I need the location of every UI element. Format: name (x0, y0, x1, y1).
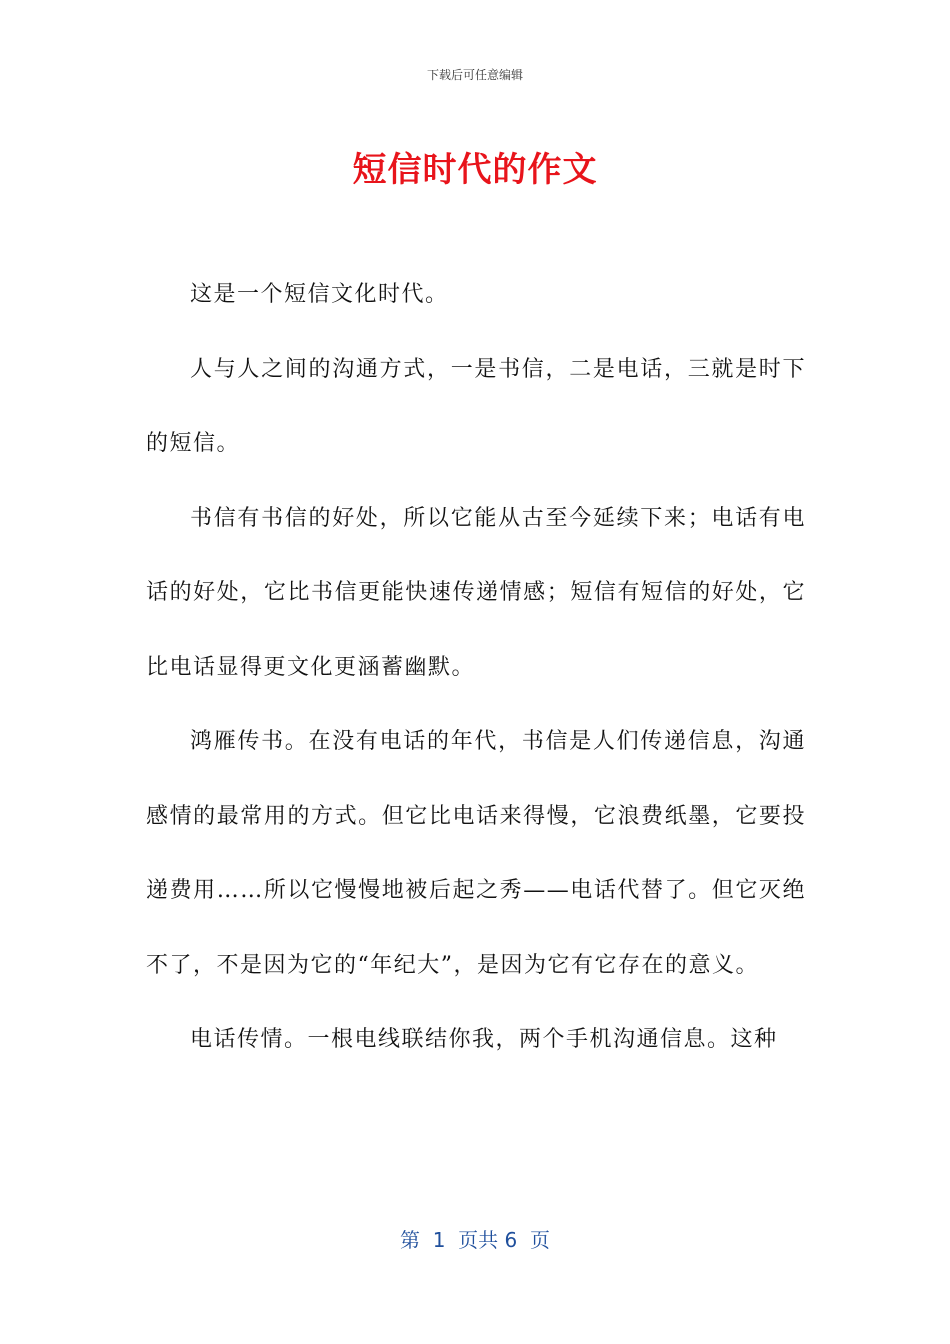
paragraph: 这是一个短信文化时代。 (190, 282, 449, 307)
document-title: 短信时代的作文 (352, 150, 598, 190)
page-footer: 第 1 页共 6 页 (400, 1228, 550, 1252)
paragraph: 书信有书信的好处，所以它能从古至今延续下来；电话有电话的好处，它比书信更能快速传递情感；短信有短信的好处，它比电话显得更文化更涵蓄幽默。 (146, 505, 806, 680)
document-body (146, 258, 806, 1078)
header-note: 下载后可任意编辑 (426, 68, 523, 82)
paragraph: 鸿雁传书。在没有电话的年代，书信是人们传递信息，沟通感情的最常用的方式。但它比电话来得慢，它浪费纸墨，它要投递费用……所以它慢慢地被后起之秀——电话代替了。但它灭绝不了，不是因为它的“年纪大”，是因为它有它存在的意义。 (146, 729, 806, 978)
paragraph: 电话传情。一根电线联结你我，两个手机沟通信息。这种 (190, 1027, 778, 1052)
paragraph: 人与人之间的沟通方式，一是书信，二是电话，三就是时下的短信。 (146, 356, 806, 456)
